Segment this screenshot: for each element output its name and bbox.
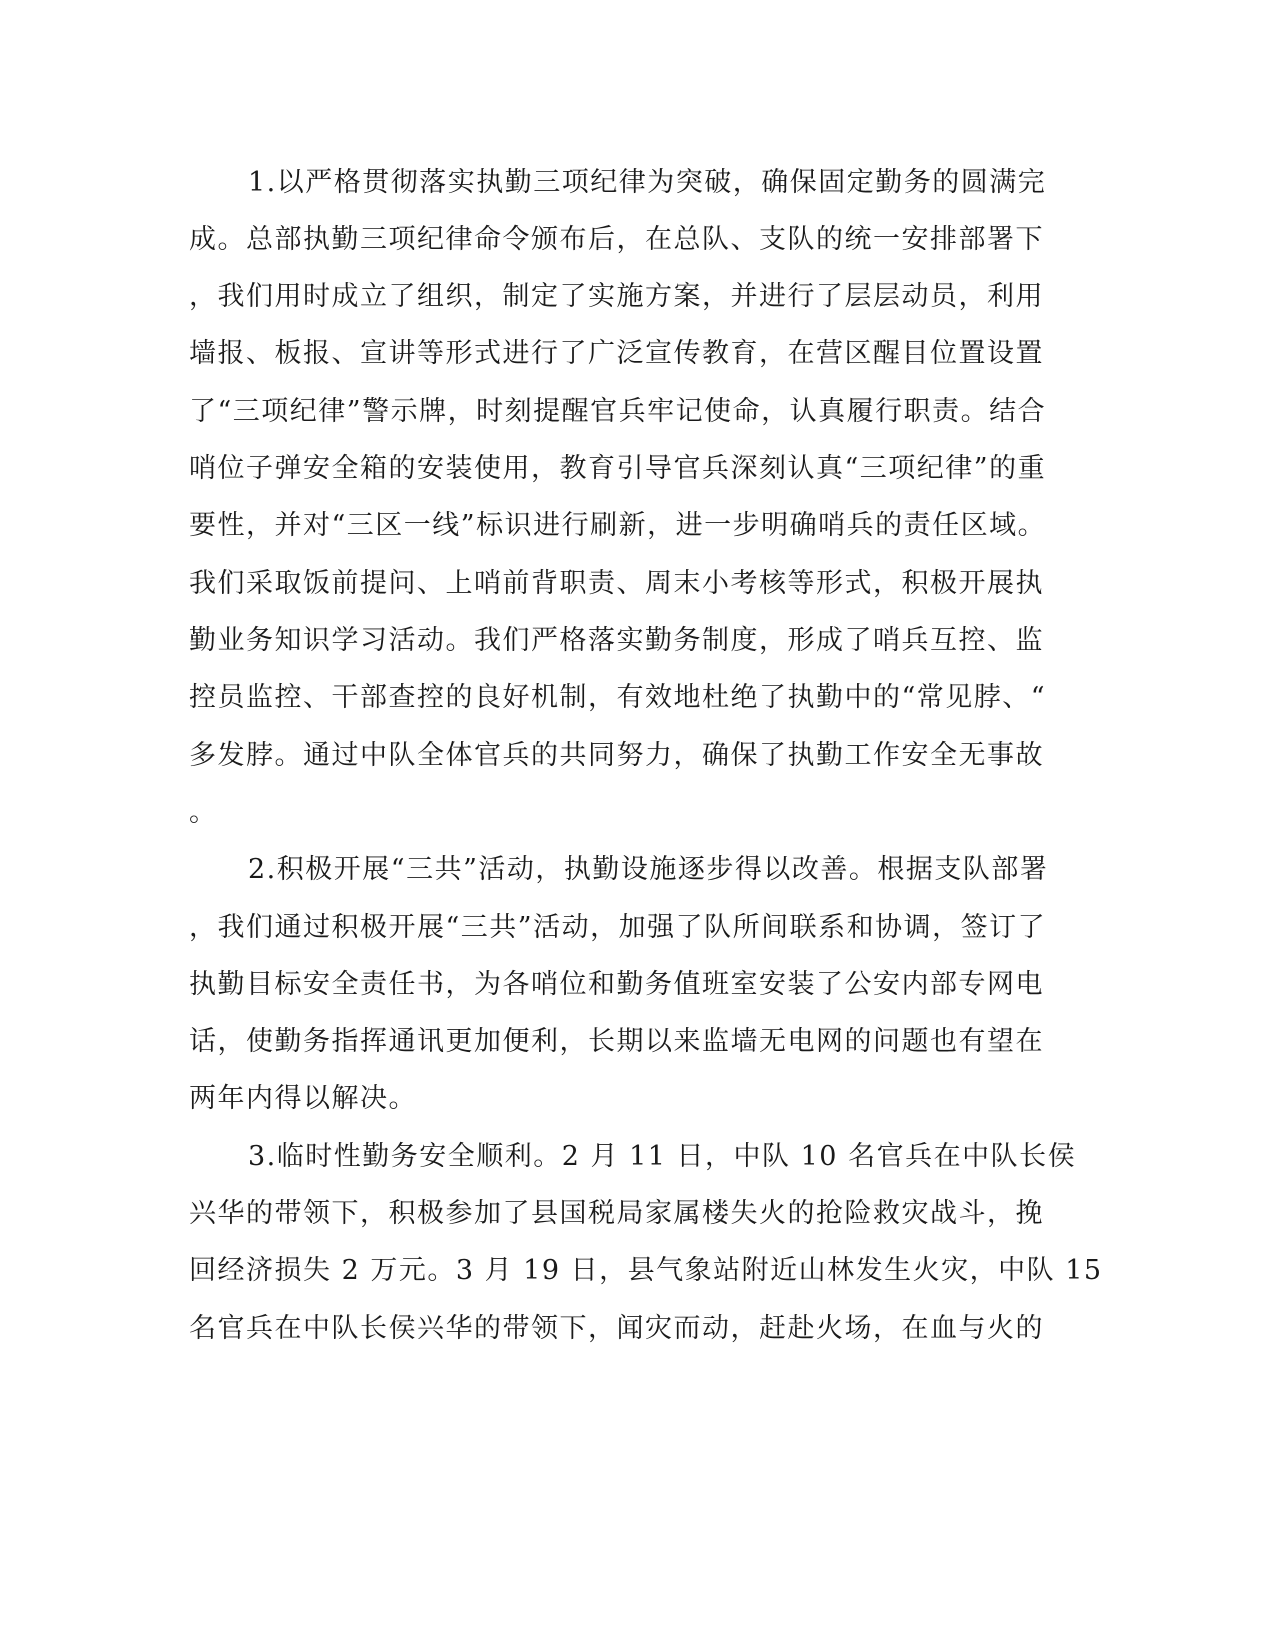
paragraph-1-line-3: ，我们用时成立了组织，制定了实施方案，并进行了层层动员，利用 [189,281,1044,312]
paragraph-1-line-12: 。 [189,797,218,828]
paragraph-1-line-1: 1.以严格贯彻落实执勤三项纪律为突破，确保固定勤务的圆满完 [248,167,1047,198]
paragraph-3-line-3: 回经济损失 2 万元。3 月 19 日，县气象站附近山林发生火灾，中队 15 [189,1255,1103,1286]
paragraph-2-line-2: ，我们通过积极开展“三共”活动，加强了队所间联系和协调，签订了 [189,912,1047,943]
paragraph-1-line-11: 多发脖。通过中队全体官兵的共同努力，确保了执勤工作安全无事故 [189,740,1044,771]
paragraph-1-line-7: 要性，并对“三区一线”标识进行刷新，进一步明确哨兵的责任区域。 [189,510,1047,541]
paragraph-1-line-9: 勤业务知识学习活动。我们严格落实勤务制度，形成了哨兵互控、监 [189,625,1044,656]
paragraph-2-line-3: 执勤目标安全责任书，为各哨位和勤务值班室安装了公安内部专网电 [189,969,1044,1000]
paragraph-1-line-8: 我们采取饭前提问、上哨前背职责、周末小考核等形式，积极开展执 [189,568,1044,599]
paragraph-3-line-2: 兴华的带领下，积极参加了县国税局家属楼失火的抢险救灾战斗，挽 [189,1198,1044,1229]
paragraph-1-line-4: 墙报、板报、宣讲等形式进行了广泛宣传教育，在营区醒目位置设置 [189,338,1044,369]
paragraph-2-line-1: 2.积极开展“三共”活动，执勤设施逐步得以改善。根据支队部署 [248,854,1049,885]
paragraph-1-line-2: 成。总部执勤三项纪律命令颁布后，在总队、支队的统一安排部署下 [189,224,1044,255]
paragraph-3-line-1: 3.临时性勤务安全顺利。2 月 11 日，中队 10 名官兵在中队长侯 [248,1141,1077,1172]
paragraph-2-line-5: 两年内得以解决。 [189,1083,417,1114]
paragraph-1-line-10: 控员监控、干部查控的良好机制，有效地杜绝了执勤中的“常见脖、“ [189,682,1047,713]
paragraph-3-line-4: 名官兵在中队长侯兴华的带领下，闻灾而动，赶赴火场，在血与火的 [189,1313,1044,1344]
paragraph-2-line-4: 话，使勤务指挥通讯更加便利，长期以来监墙无电网的问题也有望在 [189,1026,1044,1057]
paragraph-1-line-5: 了“三项纪律”警示牌，时刻提醒官兵牢记使命，认真履行职责。结合 [189,396,1047,427]
paragraph-1-line-6: 哨位子弹安全箱的安装使用，教育引导官兵深刻认真“三项纪律”的重 [189,453,1047,484]
